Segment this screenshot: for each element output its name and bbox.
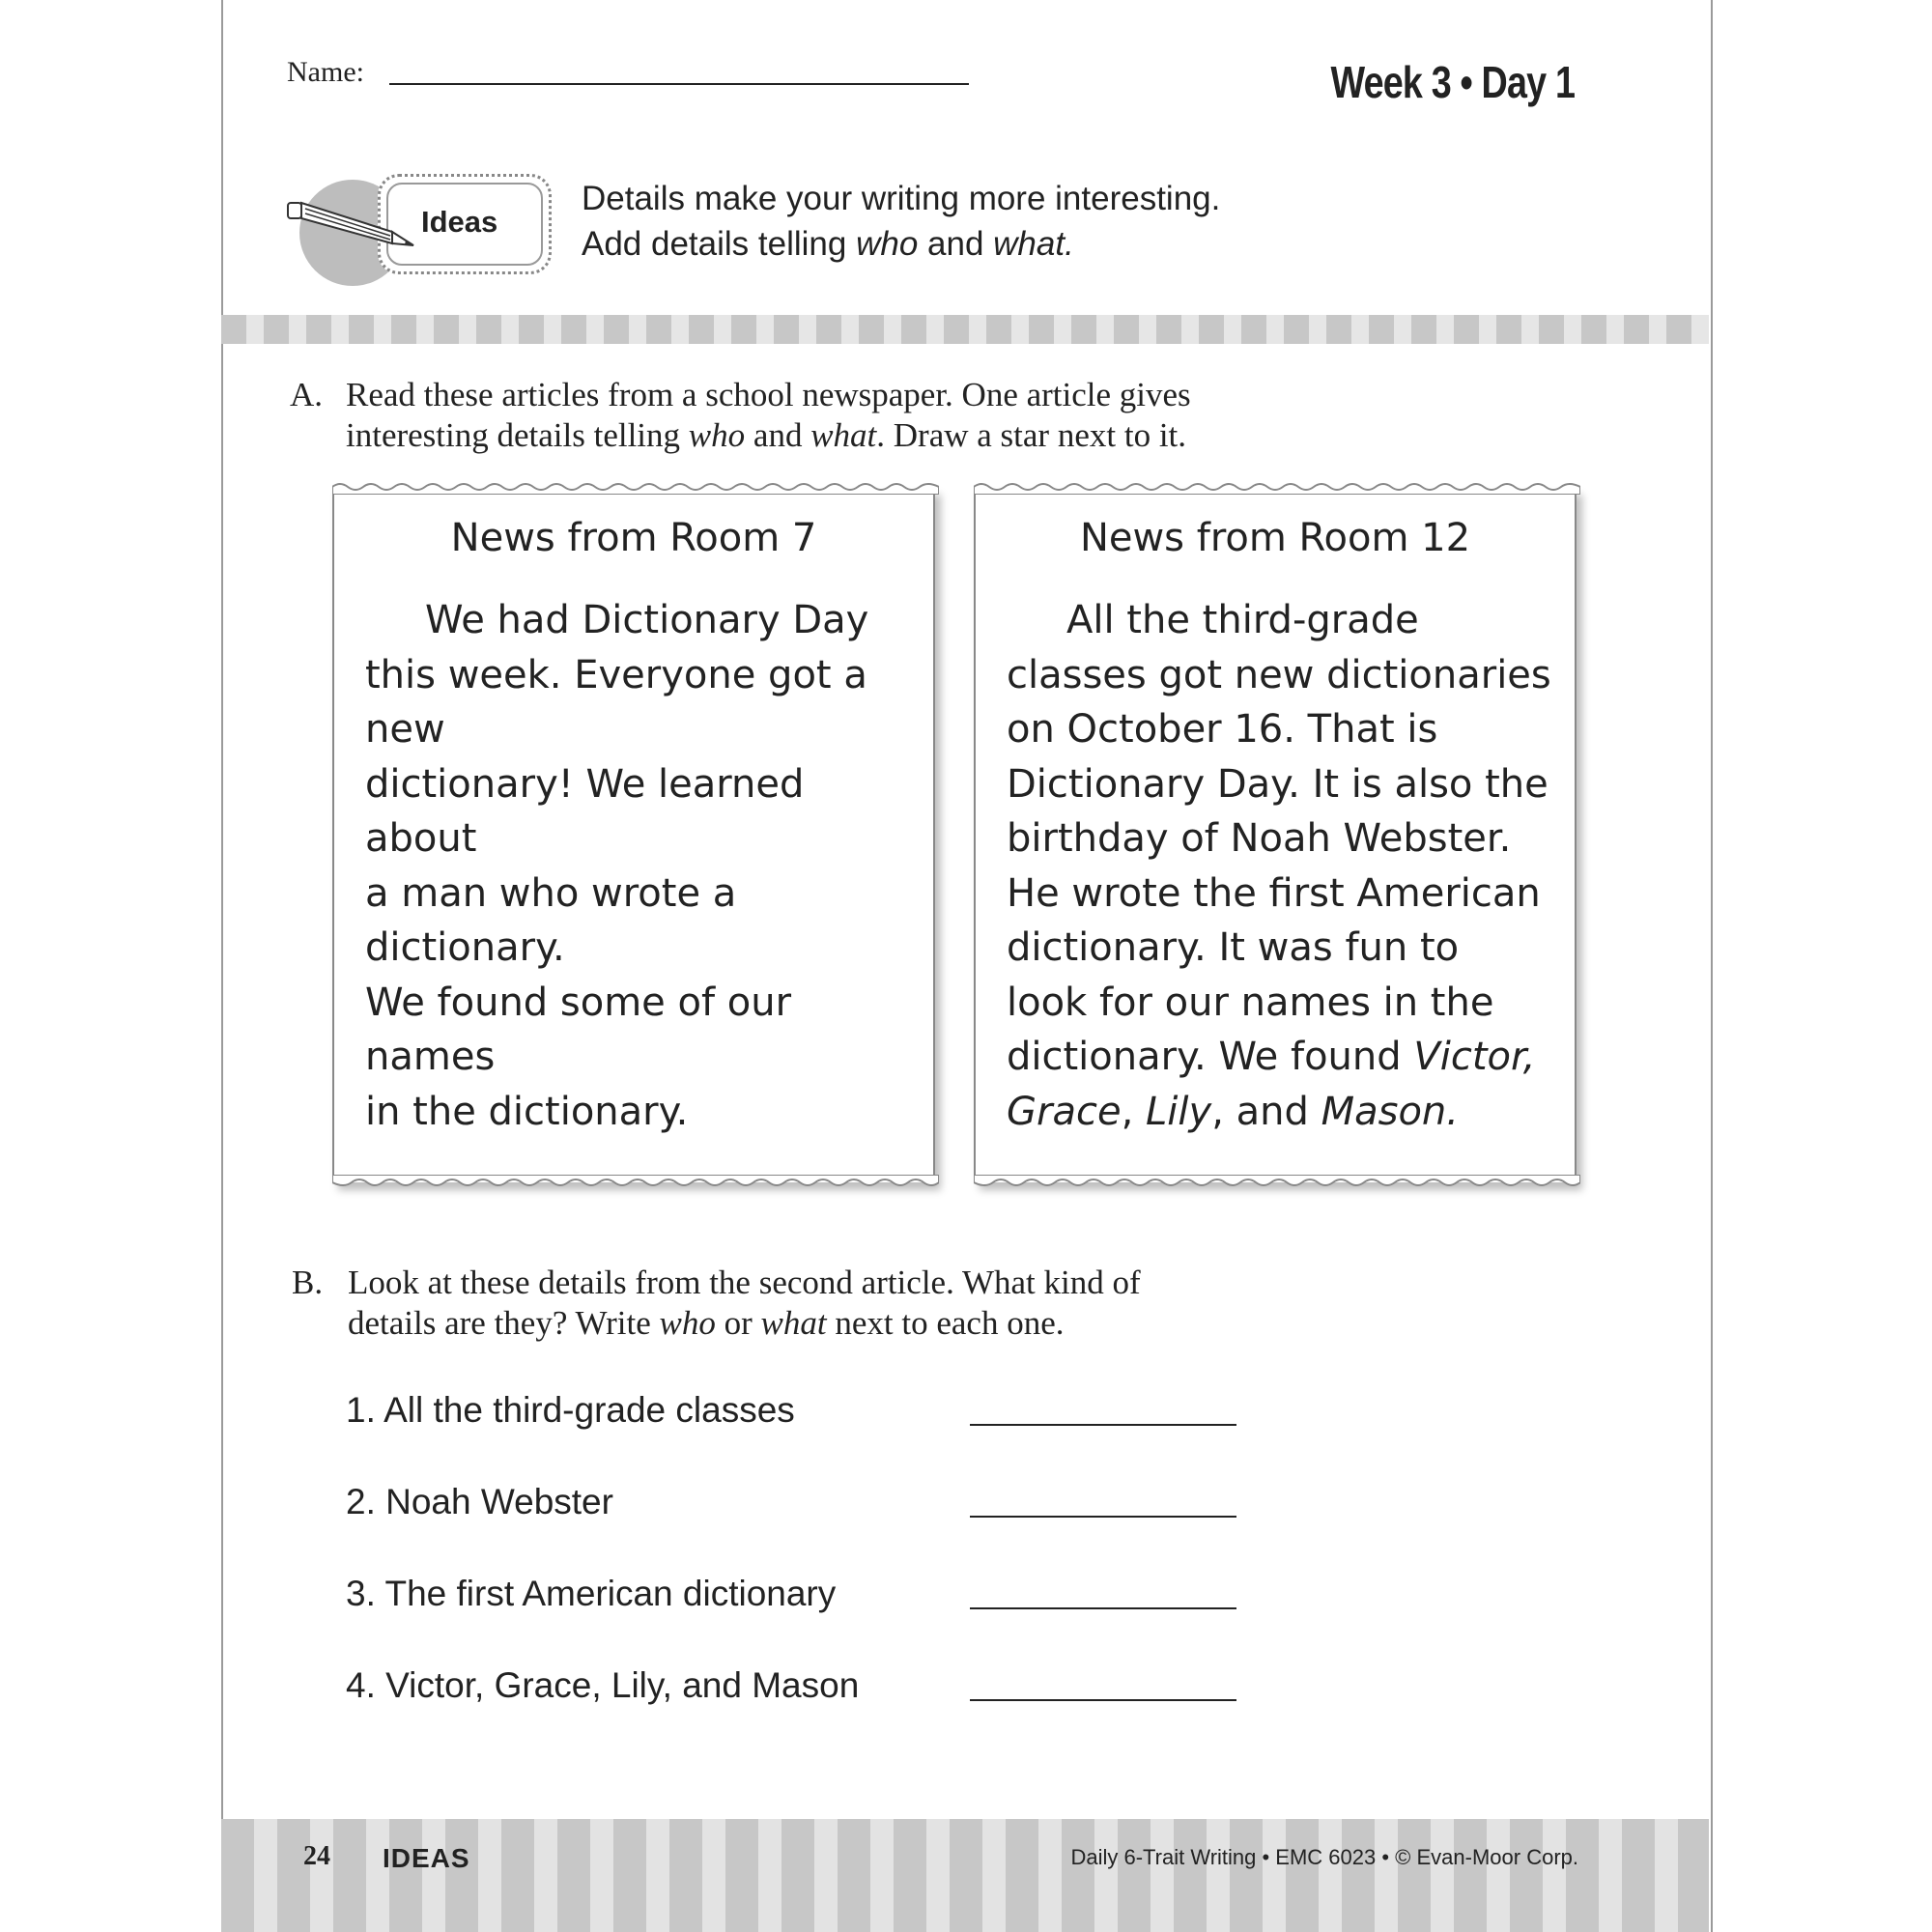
section-a-line-2: interesting details telling who and what. Draw a star next to it.	[346, 416, 1187, 454]
torn-edge	[332, 479, 939, 495]
footer-band	[221, 1819, 1709, 1932]
answer-field-1[interactable]	[970, 1424, 1236, 1426]
section-a-letter: A.	[290, 376, 324, 413]
article-body: All the third-grade classes got new dictionaries on October 16. That is Dictionary Day. It is also the birthday of Noah Webster. He wrote the first American dictionary. It was fun to look for our names in the dictionary. We found Victor, Grace, Lily, and Mason.	[1007, 598, 1551, 1134]
list-item: 3. The first American dictionary	[346, 1574, 837, 1613]
answer-field-4[interactable]	[970, 1699, 1236, 1701]
article-room-12	[974, 487, 1577, 1182]
article-title: News from Room 12	[1079, 516, 1471, 560]
intro-line-1: Details make your writing more interesting.	[582, 180, 1221, 217]
pencil-icon	[286, 189, 431, 257]
page-number: 24	[303, 1841, 330, 1871]
answer-field-3[interactable]	[970, 1607, 1236, 1609]
torn-edge	[974, 1175, 1580, 1190]
article-body: We had Dictionary Day this week. Everyone got a new dictionary! We learned about a man who wrote a dictionary. We found some of our names in the dictionary.	[365, 598, 869, 1134]
intro-text	[582, 176, 1220, 267]
page-title: Week 3 • Day 1	[1330, 57, 1575, 107]
torn-edge	[974, 479, 1580, 495]
torn-edge	[332, 1175, 939, 1190]
name-field[interactable]	[389, 83, 969, 85]
footer-credit: Daily 6-Trait Writing • EMC 6023 • © Evan-Moor Corp.	[1070, 1845, 1578, 1869]
list-item: 2. Noah Webster	[346, 1482, 613, 1521]
article-room-7	[332, 487, 935, 1182]
section-b-line-2: details are they? Write who or what next to each one.	[348, 1304, 1065, 1342]
intro-line-2: Add details telling who and what.	[582, 225, 1074, 263]
badge-label: Ideas	[421, 205, 498, 239]
stripe-divider	[221, 315, 1709, 344]
answer-field-2[interactable]	[970, 1516, 1236, 1518]
list-item: 1. All the third-grade classes	[346, 1390, 795, 1430]
name-label: Name:	[287, 56, 364, 88]
section-a-line-1: Read these articles from a school newspaper. One article gives	[346, 376, 1191, 413]
section-b-letter: B.	[292, 1264, 324, 1301]
ideas-badge	[286, 170, 556, 276]
list-item: 4. Victor, Grace, Lily, and Mason	[346, 1665, 860, 1705]
footer-topic: IDEAS	[383, 1843, 470, 1873]
section-b-line-1: Look at these details from the second article. What kind of	[348, 1264, 1141, 1301]
article-title: News from Room 7	[450, 516, 817, 560]
